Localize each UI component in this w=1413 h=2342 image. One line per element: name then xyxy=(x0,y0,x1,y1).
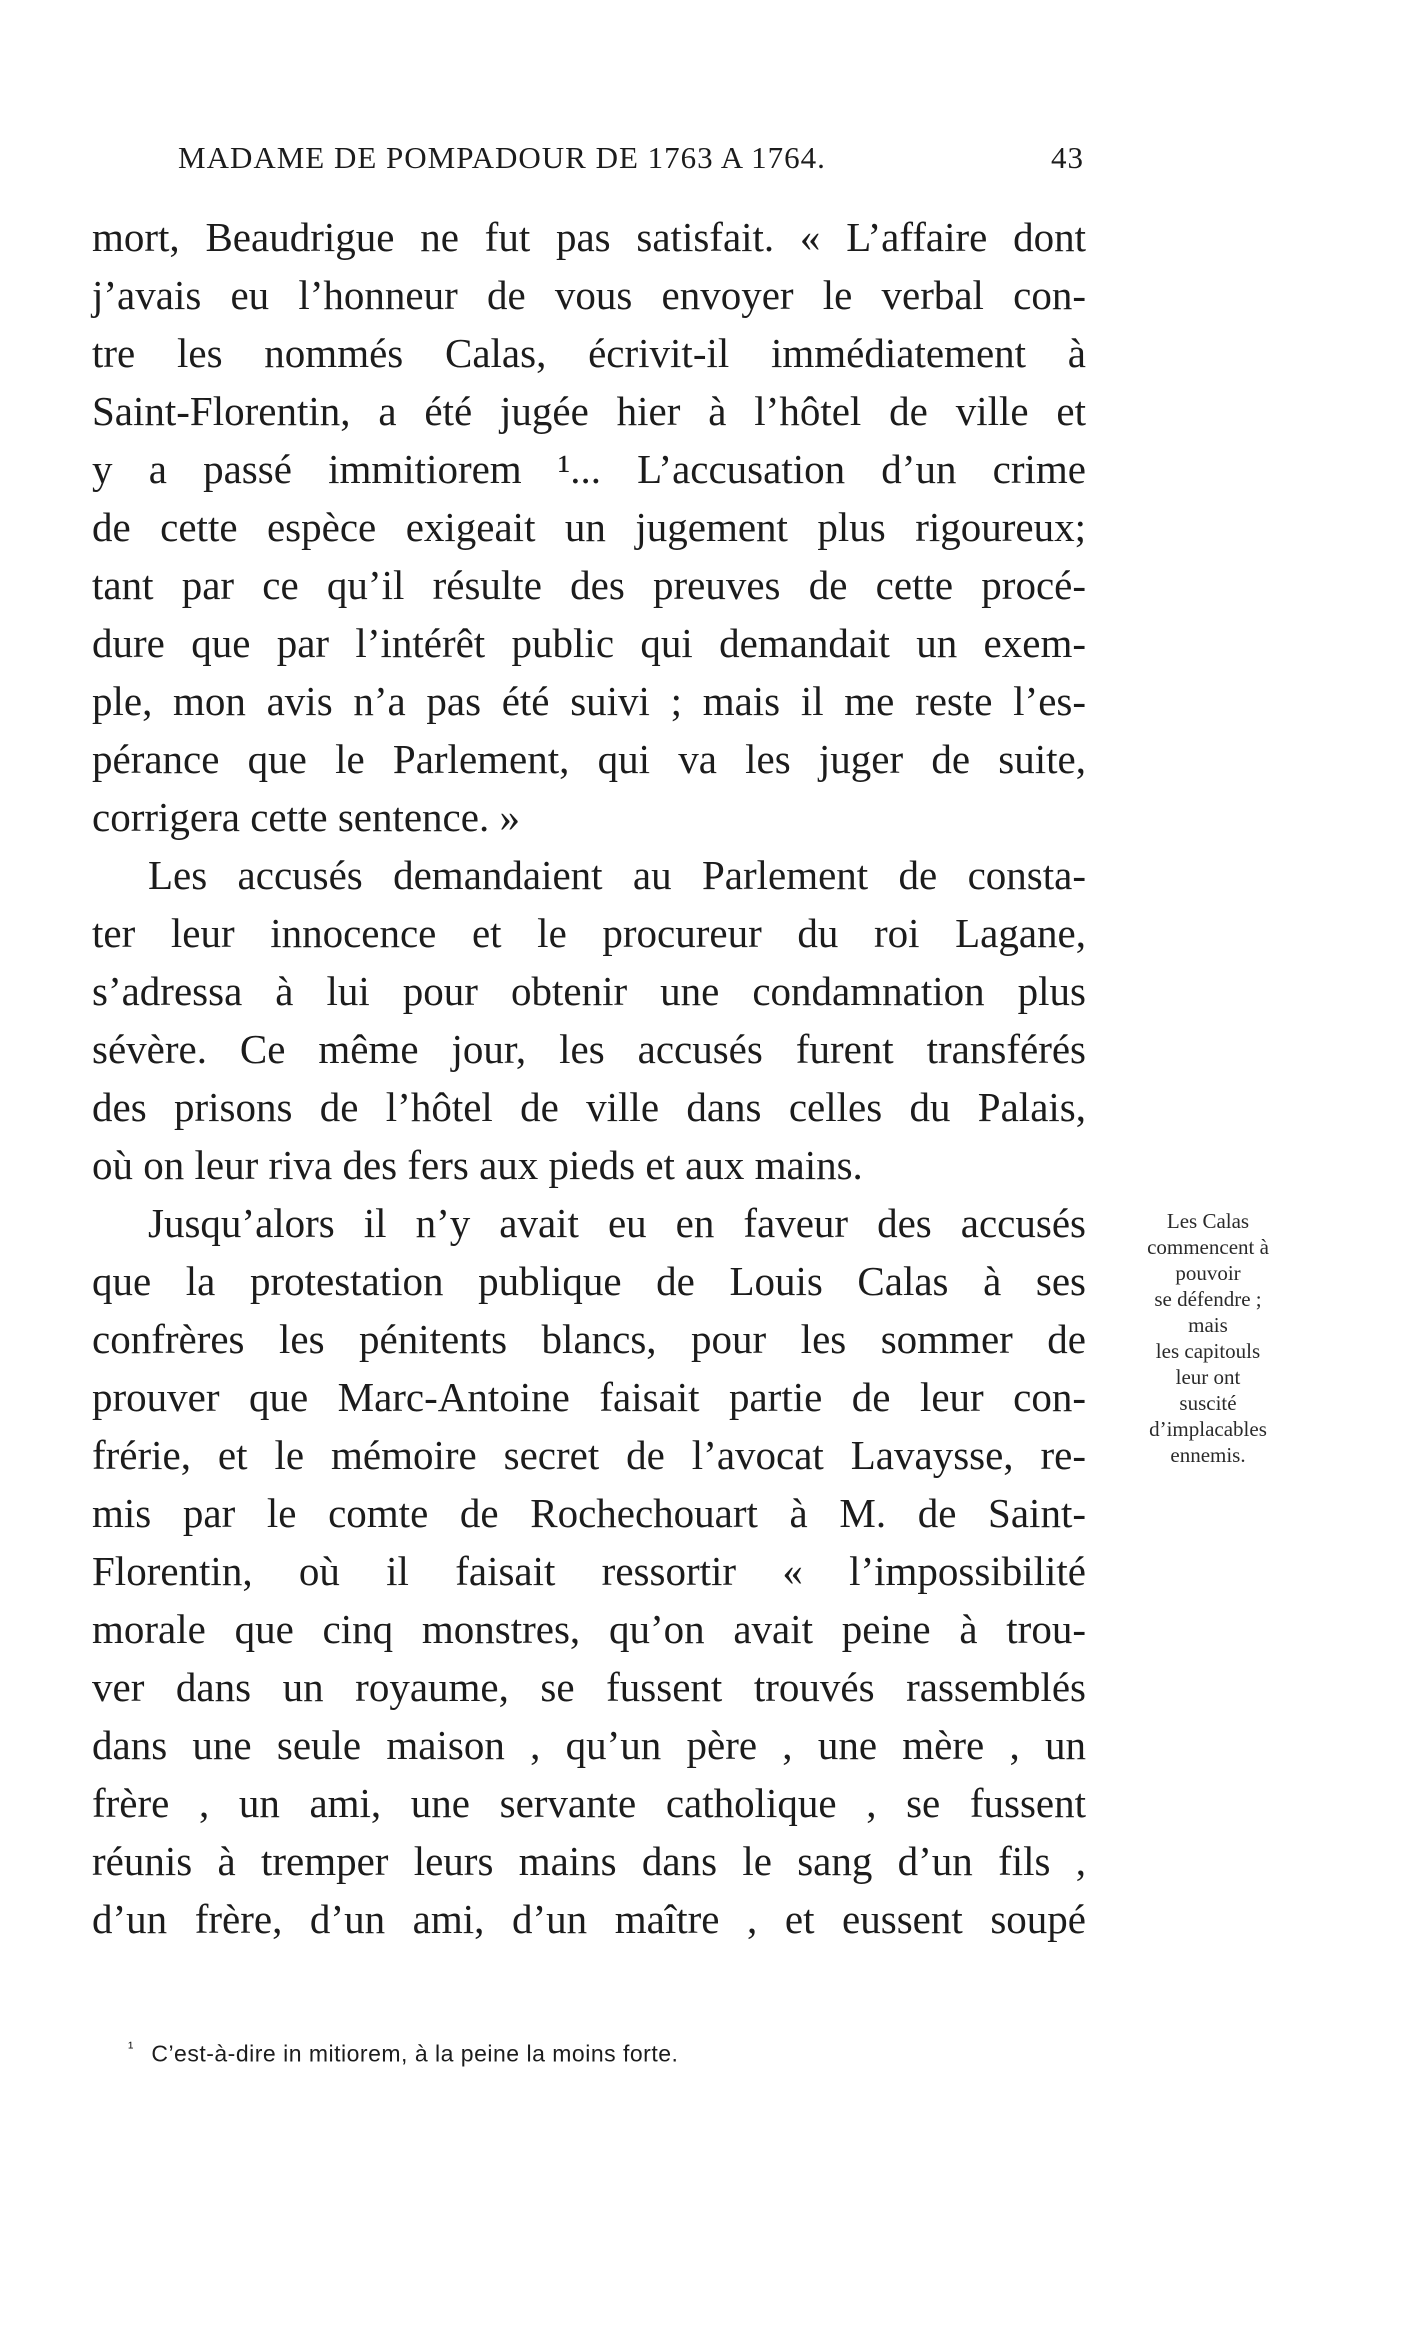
text-line: Les accusés demandaient au Parlement de consta- xyxy=(148,852,1086,898)
text-line: d’un frère, d’un ami, d’un maître , et eussent soupé xyxy=(92,1896,1086,1942)
text-line: Jusqu’alors il n’y avait eu en faveur des accusés xyxy=(148,1200,1086,1246)
text-line: sévère. Ce même jour, les accusés furent transférés xyxy=(92,1026,1086,1072)
text-line: s’adressa à lui pour obtenir une condamnation plus xyxy=(92,968,1086,1014)
text-line: frérie, et le mémoire secret de l’avocat Lavaysse, re- xyxy=(92,1432,1086,1478)
footnote xyxy=(128,2034,1028,2069)
margin-note-line: se défendre ; xyxy=(1154,1287,1262,1311)
text-line: Florentin, où il faisait ressortir « l’impossibilité xyxy=(92,1548,1086,1594)
text-line: où on leur riva des fers aux pieds et aux mains. xyxy=(92,1142,863,1188)
text-line: tant par ce qu’il résulte des preuves de cette procé- xyxy=(92,562,1086,608)
text-line: Saint-Florentin, a été jugée hier à l’hôtel de ville et xyxy=(92,388,1086,434)
margin-note-line: mais xyxy=(1188,1313,1228,1337)
text-line: mort, Beaudrigue ne fut pas satisfait. « L’affaire dont xyxy=(92,214,1086,260)
margin-note-line: leur ont xyxy=(1175,1365,1241,1389)
text-line: que la protestation publique de Louis Calas à ses xyxy=(92,1258,1086,1304)
text-line: confrères les pénitents blancs, pour les sommer de xyxy=(92,1316,1086,1362)
body-text xyxy=(92,208,1086,1948)
page-number: 43 xyxy=(1051,140,1084,175)
text-line: prouver que Marc-Antoine faisait partie de leur con- xyxy=(92,1374,1086,1420)
margin-note-line: ennemis. xyxy=(1170,1443,1246,1467)
text-line: dure que par l’intérêt public qui demandait un exem- xyxy=(92,620,1086,666)
text-line: de cette espèce exigeait un jugement plus rigoureux; xyxy=(92,504,1086,550)
text-line: corrigera cette sentence. » xyxy=(92,794,520,840)
footnote-text: C’est-à-dire in mitiorem, à la peine la moins forte. xyxy=(151,2040,679,2067)
margin-note-line: d’implacables xyxy=(1149,1417,1267,1441)
margin-note xyxy=(1108,1208,1308,1468)
text-line: ter leur innocence et le procureur du roi Lagane, xyxy=(92,910,1086,956)
text-line: des prisons de l’hôtel de ville dans celles du Palais, xyxy=(92,1084,1086,1130)
text-line: pérance que le Parlement, qui va les juger de suite, xyxy=(92,736,1086,782)
text-line: j’avais eu l’honneur de vous envoyer le verbal con- xyxy=(92,272,1086,318)
margin-note-line: pouvoir xyxy=(1175,1261,1241,1285)
text-line: tre les nommés Calas, écrivit-il immédiatement à xyxy=(92,330,1086,376)
text-line: ver dans un royaume, se fussent trouvés rassemblés xyxy=(92,1664,1086,1710)
margin-note-line: Les Calas xyxy=(1166,1209,1250,1233)
footnote-mark: ¹ xyxy=(128,2040,134,2057)
margin-note-line: commencent à xyxy=(1147,1235,1269,1259)
margin-note-line: suscité xyxy=(1179,1391,1237,1415)
running-head-title: MADAME DE POMPADOUR DE 1763 A 1764. xyxy=(178,140,826,175)
text-line: mis par le comte de Rochechouart à M. de Saint- xyxy=(92,1490,1086,1536)
margin-note-line: les capitouls xyxy=(1155,1339,1261,1363)
text-line: ple, mon avis n’a pas été suivi ; mais il me reste l’es- xyxy=(92,678,1086,724)
text-line: réunis à tremper leurs mains dans le sang d’un fils , xyxy=(92,1838,1086,1884)
running-head xyxy=(178,140,1084,180)
text-line: dans une seule maison , qu’un père , une mère , un xyxy=(92,1722,1086,1768)
text-line: frère , un ami, une servante catholique , se fussent xyxy=(92,1780,1086,1826)
text-line: morale que cinq monstres, qu’on avait peine à trou- xyxy=(92,1606,1086,1652)
text-line: y a passé immitiorem ¹... L’accusation d’un crime xyxy=(92,446,1086,492)
